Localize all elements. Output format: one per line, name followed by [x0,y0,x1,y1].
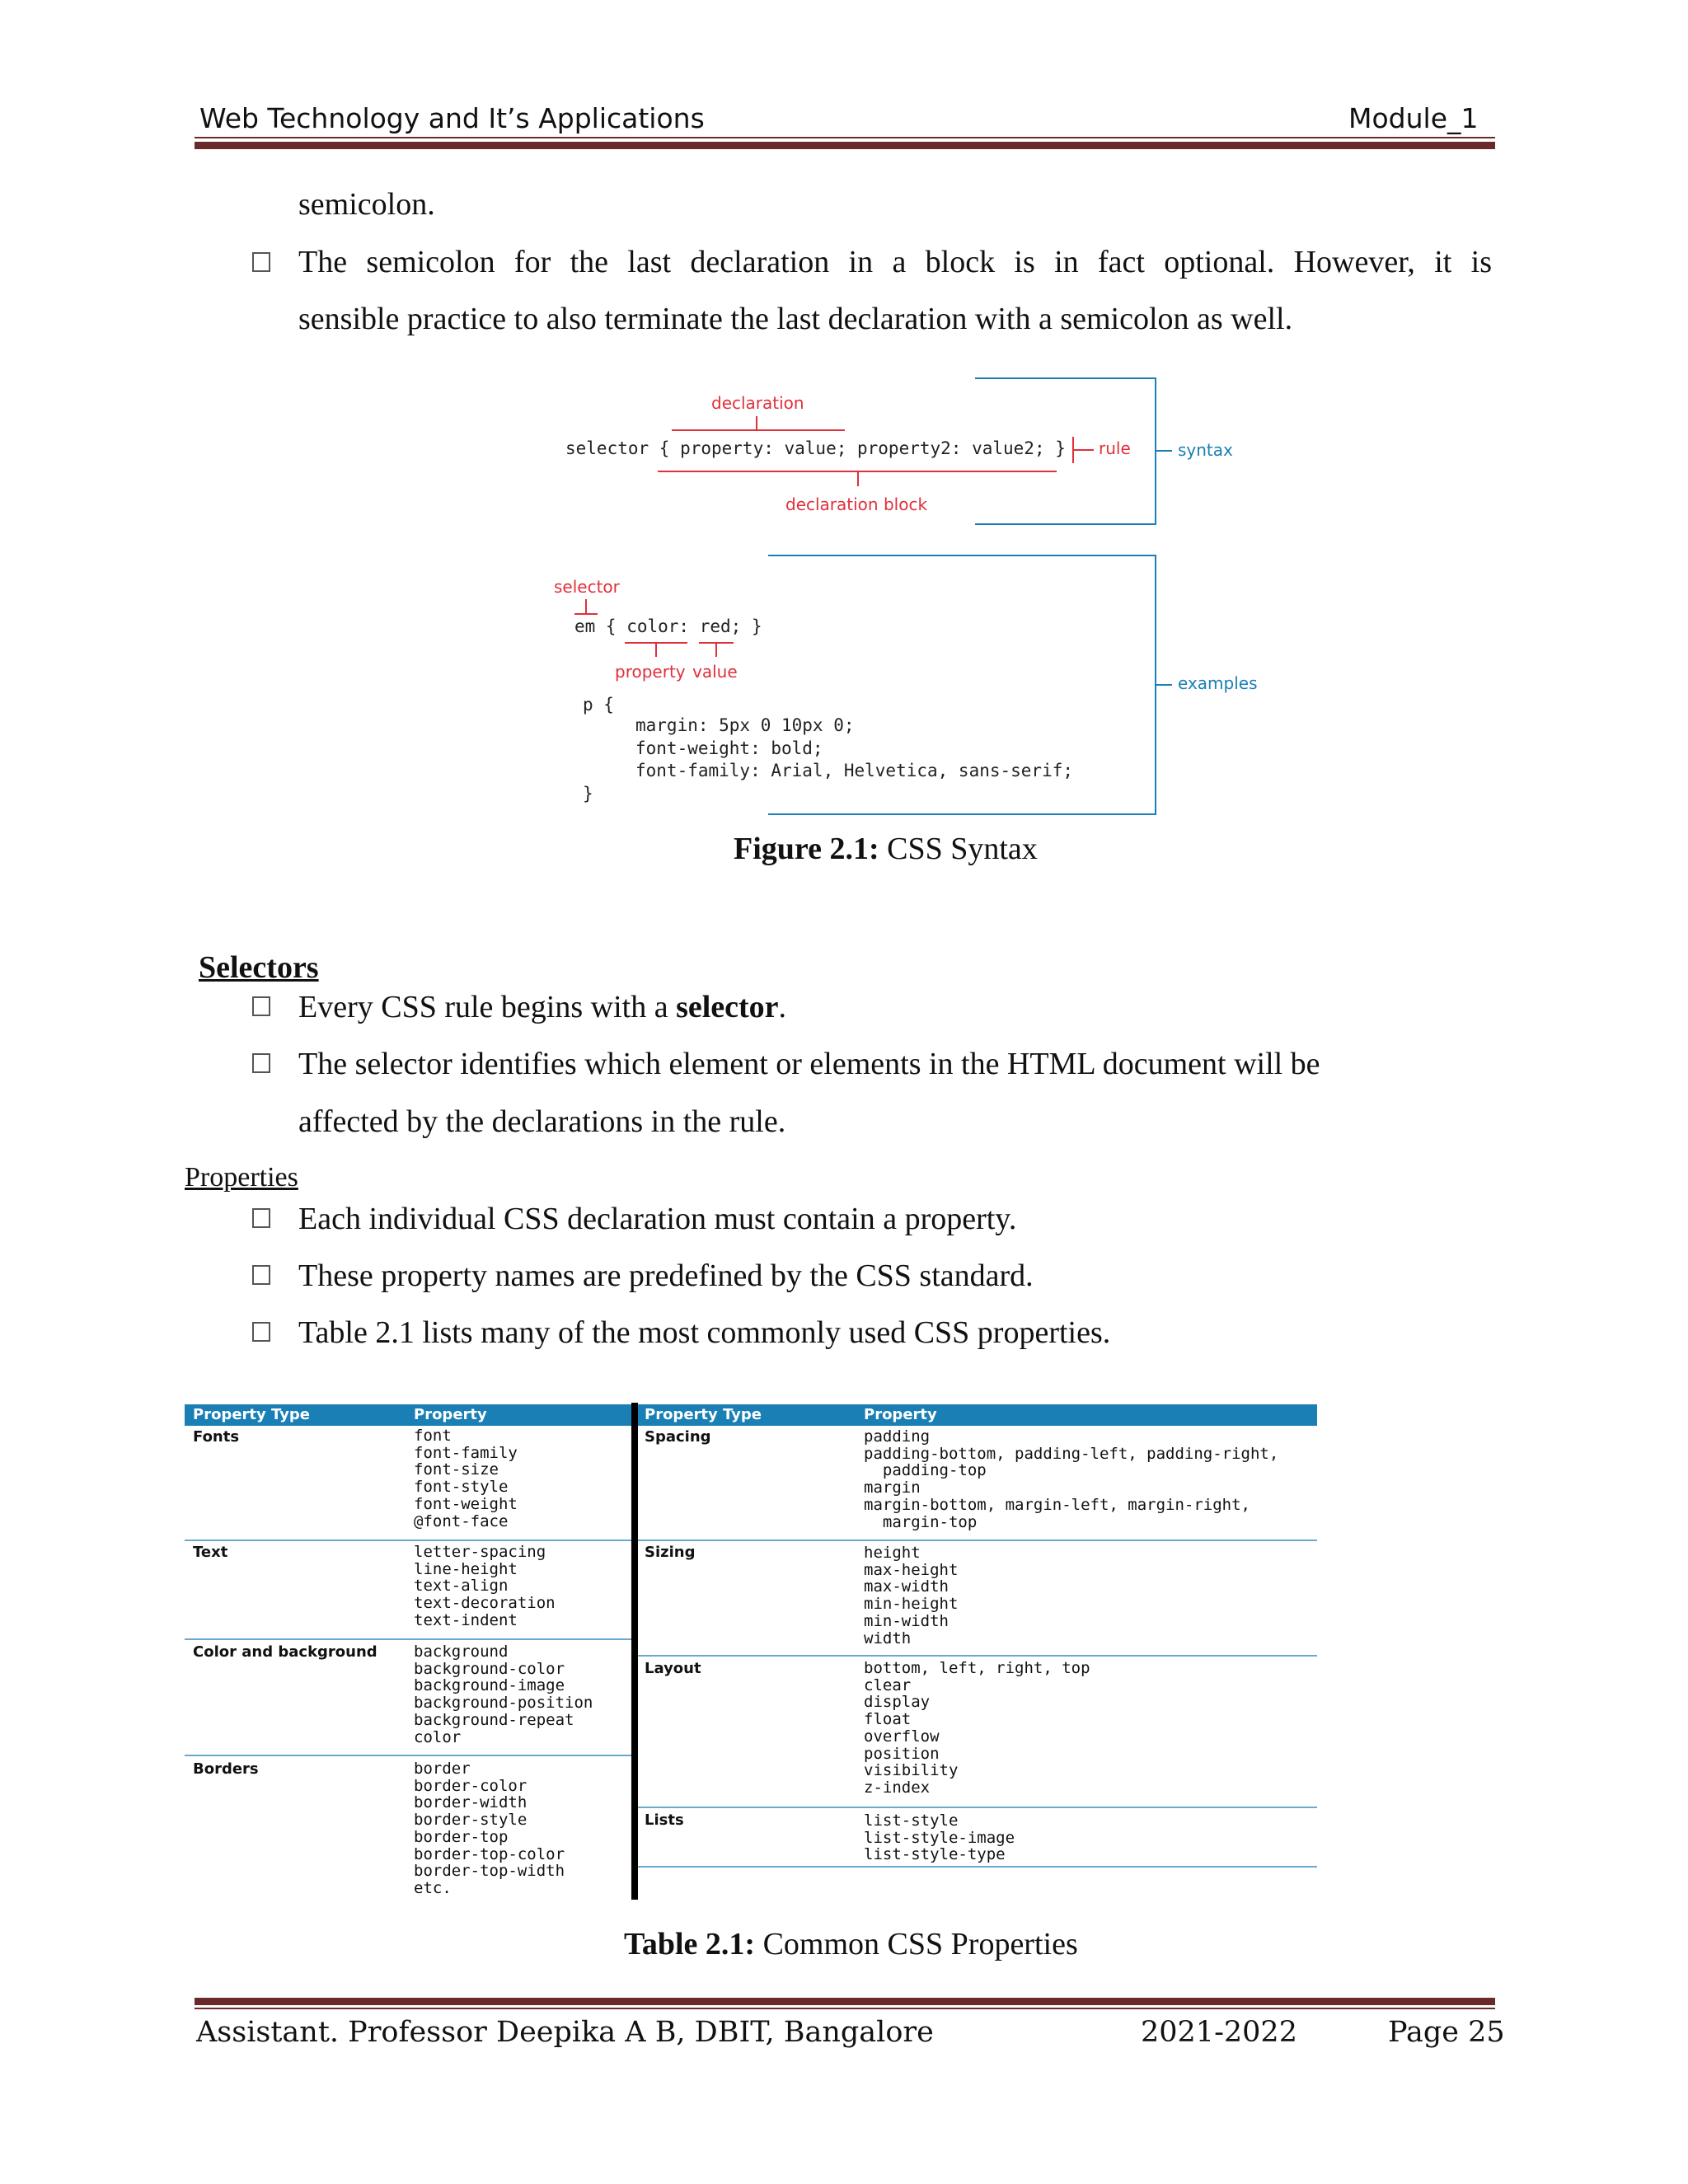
bullet-icon [252,1265,270,1285]
figure-caption-text: CSS Syntax [879,832,1038,866]
table-row-type: Sizing [645,1544,696,1561]
table-header-type: Property Type [645,1406,762,1423]
bullet-icon [252,996,270,1016]
intro-bullet-text: The semicolon for the last declaration in a block is in fact optional. However, it is [298,245,1492,279]
footer-page: Page 25 [1388,2016,1505,2049]
header-module: Module_1 [1348,102,1479,134]
table-row-divider [185,1540,631,1541]
table-row-props: padding padding-bottom, padding-left, padding-right, padding-top margin margin-bottom, margin-left, margin-right, margin-top [864,1427,1279,1531]
table-row-type: Borders [193,1760,259,1778]
table-row-type: Lists [645,1811,684,1829]
selectors-bullet1-bold: selector [676,990,779,1024]
code-syntax: selector { property: value; property2: value2; } [565,438,1066,458]
footer-rule-thin [195,2008,1495,2009]
table-header-left [185,1404,631,1426]
code-em: em { color: red; } [574,616,762,636]
table-caption-text: Common CSS Properties [755,1927,1078,1961]
properties-bullet3: Table 2.1 lists many of the most commonly used CSS properties. [298,1315,1111,1350]
intro-bullet-line2: sensible practice to also terminate the last declaration with a semicolon as well. [298,302,1293,336]
selectors-bullet1-end: . [778,990,787,1024]
table-row-divider [638,1807,1317,1808]
label-examples: examples [1178,673,1258,693]
table-row-props: height max-height max-width min-height min-width width [864,1544,959,1647]
label-selector: selector [554,577,620,597]
table-center-divider [631,1403,638,1900]
label-value: value [692,662,738,682]
header-title: Web Technology and It’s Applications [199,102,705,134]
table-header-right [638,1404,1317,1426]
selectors-bullet2-line2: affected by the declarations in the rule. [298,1104,786,1139]
code-family: font-family: Arial, Helvetica, sans-serif; [635,761,1074,780]
label-syntax: syntax [1178,440,1233,460]
table-row-type: Spacing [645,1428,711,1446]
table-row-props: border border-color border-width border-style border-top border-top-color border-top-width etc. [414,1760,565,1897]
table-row-props: bottom, left, right, top clear display float overflow position visibility z-index [864,1659,1090,1797]
code-close: } [583,784,593,804]
table-header-property: Property [864,1406,937,1423]
table-row-props: background background-color background-image background-position background-repeat color [414,1643,593,1746]
code-margin: margin: 5px 0 10px 0; [635,715,855,735]
footer-rule-thick [195,1998,1495,2005]
code-p-open: p { [583,695,614,715]
label-declaration-block: declaration block [785,494,928,514]
bullet-icon [252,1322,270,1342]
bullet-icon [252,1208,270,1228]
bullet-icon [252,1053,270,1073]
properties-bullet1: Each individual CSS declaration must contain a property. [298,1202,1017,1236]
css-syntax-figure [0,0,1688,890]
table-row-type: Color and background [193,1643,377,1661]
table-row-divider [185,1755,631,1756]
table-row-type: Text [193,1544,228,1561]
selectors-bullet1 [298,991,786,1023]
figure-caption-label: Figure 2.1: [734,832,879,866]
label-declaration: declaration [711,393,804,413]
code-weight: font-weight: bold; [635,738,823,758]
table-caption-label: Table 2.1: [624,1927,756,1961]
table-row-divider [638,1540,1317,1541]
label-property: property [615,662,686,682]
table-row-props: list-style list-style-image list-style-type [864,1811,1015,1864]
table-caption [624,1926,1078,1962]
properties-heading: Properties [185,1162,298,1193]
table-row-divider [638,1655,1317,1657]
table-header-type: Property Type [193,1406,310,1423]
table-row-props: font font-family font-size font-style font-weight @font-face [414,1427,518,1530]
table-row-divider [638,1866,1317,1868]
figure-caption [734,831,1038,867]
properties-bullet2: These property names are predefined by the CSS standard. [298,1258,1034,1293]
footer-author: Assistant. Professor Deepika A B, DBIT, Bangalore [196,2016,934,2049]
intro-line: semicolon. [298,187,435,222]
selectors-bullet1-text: Every CSS rule begins with a [298,990,677,1024]
table-row-divider [185,1638,631,1640]
selectors-bullet2-line1: The selector identifies which element or elements in the HTML document will be [298,1047,1320,1081]
selectors-heading: Selectors [199,950,319,985]
table-row-props: letter-spacing line-height text-align text-decoration text-indent [414,1543,556,1629]
footer-year: 2021-2022 [1141,2016,1297,2049]
label-rule: rule [1099,438,1131,458]
table-header-property: Property [414,1406,487,1423]
table-row-type: Layout [645,1660,701,1677]
table-row-type: Fonts [193,1428,240,1446]
